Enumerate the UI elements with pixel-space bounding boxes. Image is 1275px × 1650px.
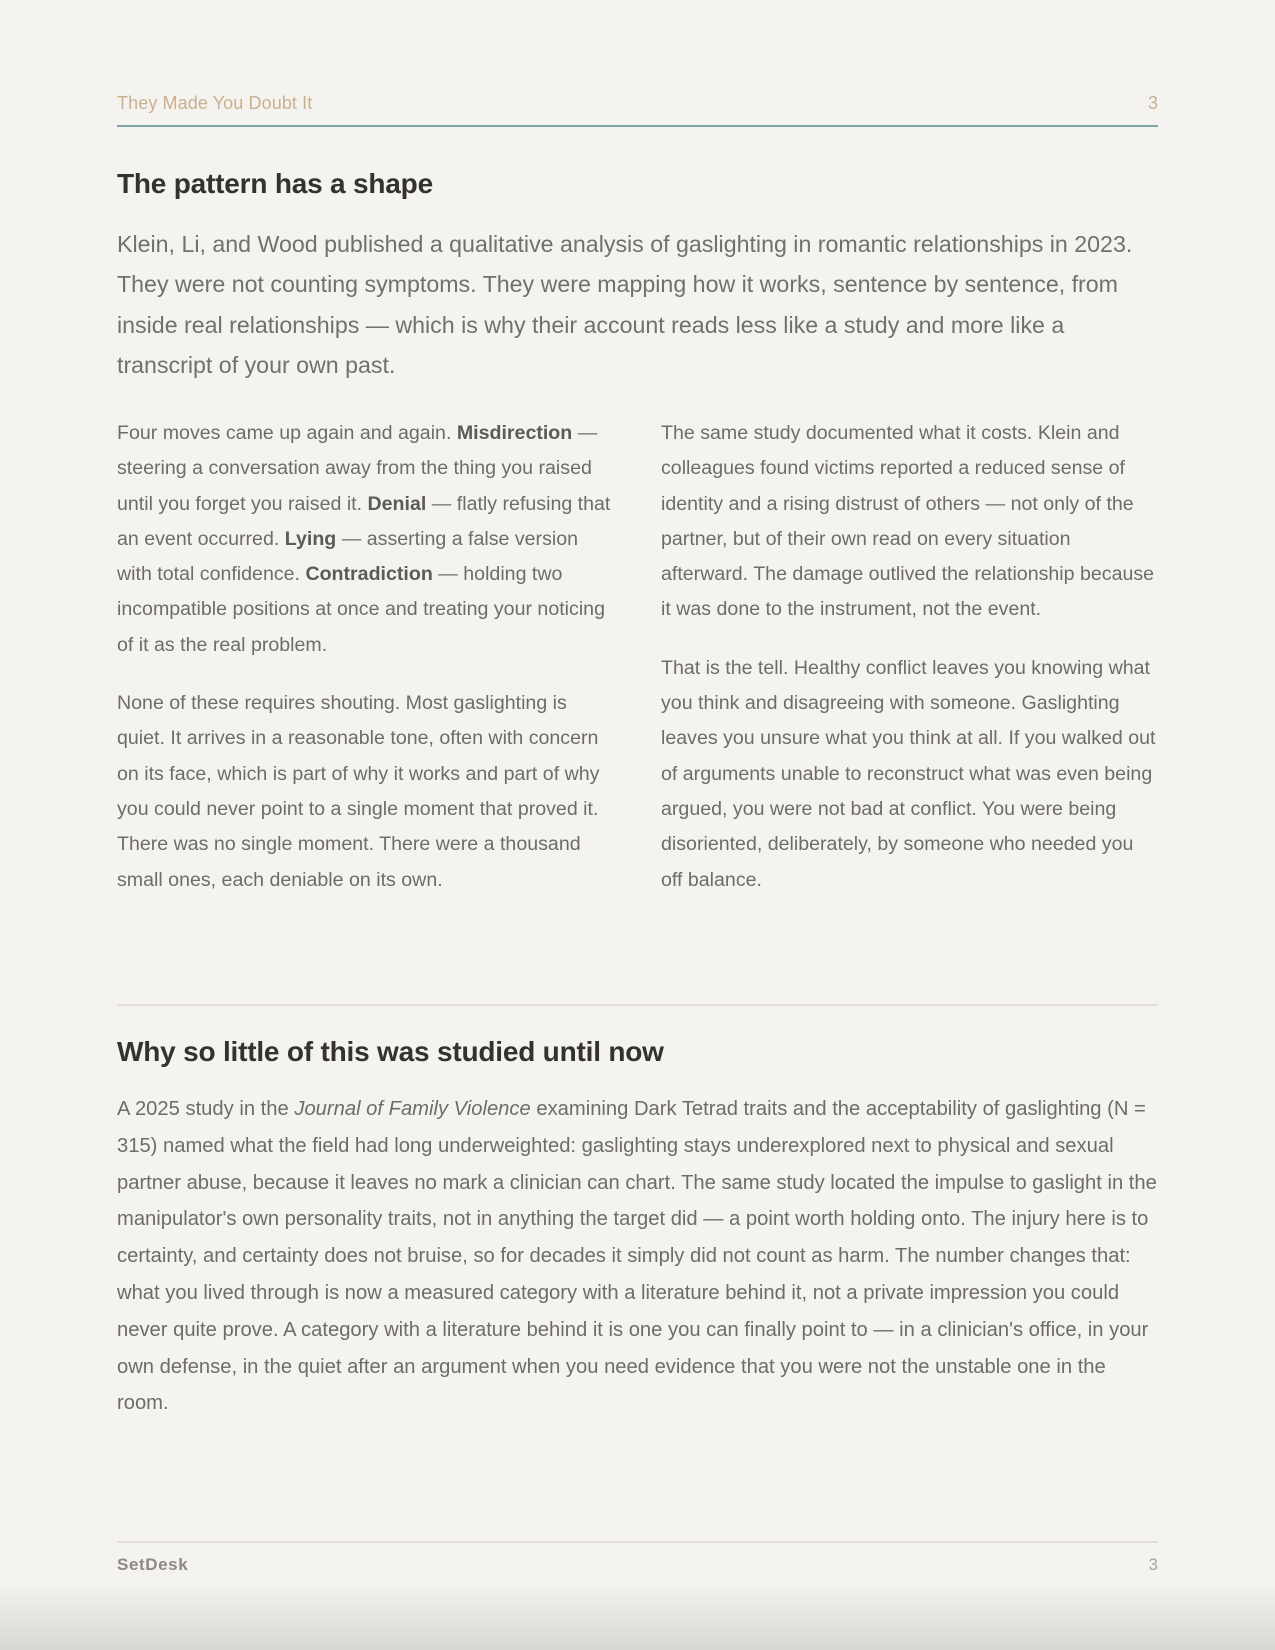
moves-intro: Four moves came up again and again. (117, 422, 457, 444)
header-page-number: 3 (1147, 93, 1158, 113)
section-heading-studied: Why so little of this was studied until now (117, 1036, 664, 1067)
left-column (117, 416, 617, 921)
moves-paragraph (117, 416, 617, 663)
tell-paragraph: That is the tell. Healthy conflict leaves you knowing what you think and disagreeing with someone. Gaslighting leaves you unsure what you think at all. If you walked out of arguments unable to reconstruct what was even being argued, you were not bad at conflict. You were being disoriented, deliberately, by someone who needed you off balance. (661, 656, 1156, 891)
footer-brand: SetDesk (117, 1555, 189, 1574)
document-page (117, 0, 1158, 1650)
lede-paragraph: Klein, Li, and Wood published a qualitative analysis of gaslighting in romantic relationships in 2023. They were not counting symptoms. They were mapping how it works, sentence by sentence, from inside real relationships — which is why their account reads less like a study and more like a transcript of your own past. (117, 231, 1133, 378)
running-header (117, 90, 1158, 127)
footer-page-number: 3 (1148, 1555, 1158, 1574)
def-contradiction: — holding two incompatible positions at once and treating your noticing of it as the real problem. (117, 563, 605, 656)
term-lying: Lying (284, 527, 337, 550)
bottom-shadow (0, 1580, 1275, 1650)
costs-paragraph: The same study documented what it costs. Klein and colleagues found victims reported a reduced sense of identity and a rising distrust of others — not only of the partner, but of their own read on every situation afterward. The damage outlived the relationship because it was done to the instrument, not the event. (661, 422, 1155, 621)
quiet-paragraph: None of these requires shouting. Most gaslighting is quiet. It arrives in a reasonable tone, often with concern on its face, which is part of why it works and part of why you could never point to a single moment that proved it. There was no single moment. There were a thousand small ones, each deniable on its own. (117, 692, 600, 891)
study-text-after: examining Dark Tetrad traits and the acceptability of gaslighting (N = 315) named what the field had long underweighted: gaslighting stays underexplored next to physical and sexual partner abuse, because it leaves no mark a clinician can chart. The same study located the impulse to gaslight in the manipulator's own personality traits, not in anything the target did — a point worth holding onto. The injury here is to certainty, and certainty does not bruise, so for decades it simply did not count as harm. The number changes that: what you lived through is now a measured category with a literature behind it, not a private impression you could never quite prove. A category with a literature behind it is one you can finally point to — in a clinician's office, in your own defense, in the quiet after an argument when you need evidence that you were not the unstable one in the room. (117, 1098, 1157, 1415)
right-column (661, 416, 1158, 921)
study-text-before: A 2025 study in the (117, 1098, 295, 1120)
section-heading-pattern: The pattern has a shape (117, 168, 433, 199)
running-title: They Made You Doubt It (117, 93, 313, 113)
section-divider (117, 1004, 1158, 1006)
study-paragraph (117, 1091, 1158, 1422)
journal-title: Journal of Family Violence (294, 1098, 531, 1120)
term-denial: Denial (367, 492, 427, 515)
def-lying: — asserting a false version with total confidence. (117, 527, 579, 586)
footer-rule (117, 1541, 1158, 1543)
def-misdirection: — steering a conversation away from the thing you raised until you forget you raised it. (117, 422, 598, 515)
def-denial: — flatly refusing that an event occurred. (117, 492, 611, 550)
term-contradiction: Contradiction (305, 563, 433, 586)
term-misdirection: Misdirection (456, 422, 573, 444)
